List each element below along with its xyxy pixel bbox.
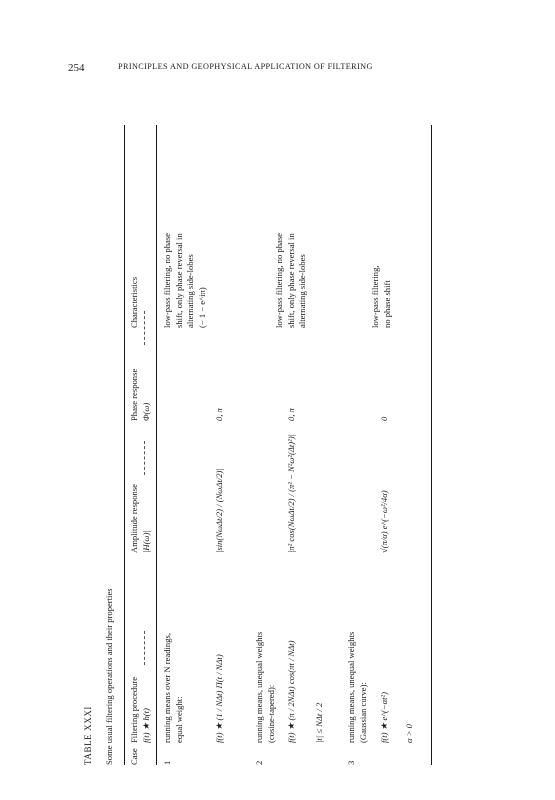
header-amplitude-label: Amplitude response (129, 484, 139, 553)
row-3-phase: 0 (379, 416, 389, 421)
table-subtitle: Some usual filtering operations and their properties (104, 588, 114, 765)
row-3-characteristics-line: no phase shift (381, 280, 392, 328)
row-1-amplitude: |sin(NωΔt/2) / (NωΔt/2)| (214, 468, 224, 553)
table-bottom-rule (431, 125, 432, 765)
table-title: TABLE XXXI (83, 705, 93, 765)
row-1-characteristics-line: shift, only phase reversal in (173, 233, 184, 328)
row-2-phase: 0, π (286, 408, 296, 421)
row-2-description (254, 632, 277, 743)
header-phase (129, 369, 152, 421)
row-1-characteristics-line: alternating side-lobes (185, 254, 196, 328)
row-1-case: 1 (162, 760, 172, 765)
header-procedure (129, 677, 152, 743)
header-characteristics: Characteristics (129, 276, 139, 328)
row-1-characteristics (162, 188, 208, 328)
page-header (62, 62, 442, 76)
rotated-table (74, 95, 434, 765)
row-1-phase: 0, π (214, 408, 224, 421)
row-2-description-line: running means, unequal weights (254, 631, 264, 743)
print-mark (144, 441, 149, 475)
row-3-condition: α > 0 (404, 724, 414, 743)
header-rule (156, 125, 157, 765)
row-3-formula: f(t) ★ e^(−αt²) (379, 692, 389, 743)
row-2-amplitude: |π² cos(NωΔt/2) / (π² − N²ω²(Δt)²)| (286, 434, 296, 553)
running-head: PRINCIPLES AND GEOPHYSICAL APPLICATION OF FILTERING (118, 62, 373, 71)
header-amplitude (129, 484, 152, 553)
print-mark (144, 631, 149, 665)
row-2-characteristics (274, 188, 309, 328)
row-1-description-line: running means over N readings, (162, 632, 172, 743)
row-1-description (162, 633, 185, 743)
row-2-description-line: (cosine-tapered): (265, 684, 276, 743)
row-3-description-line: running means, unequal weights (346, 631, 356, 743)
header-amplitude-sub: |H(ω)| (140, 530, 151, 553)
row-2-characteristics-line: low-pass filtering, no phase (274, 233, 284, 328)
header-phase-sub: Φ(ω) (140, 402, 151, 421)
row-3-characteristics (370, 188, 393, 328)
row-2-condition: |t| ≤ NΔt / 2 (314, 702, 324, 743)
row-3-characteristics-line: low-pass filtering, (370, 265, 380, 328)
row-3-description (346, 632, 369, 743)
row-2-characteristics-line: alternating side-lobes (297, 254, 308, 328)
row-2-characteristics-line: shift, only phase reversal in (285, 233, 296, 328)
row-1-description-line: equal weight: (173, 696, 184, 743)
row-1-characteristics-line: low-pass filtering, no phase (162, 233, 172, 328)
table-top-rule (124, 125, 125, 765)
row-2-formula: f(t) ★ (π / 2NΔt) cos(πt / NΔt) (286, 640, 296, 743)
print-mark (144, 311, 149, 345)
header-case: Case (129, 748, 139, 765)
header-procedure-label: Filtering procedure (129, 676, 139, 743)
row-3-amplitude: √(π/α) e^(−ω²/4α) (379, 490, 389, 553)
row-1-characteristics-line: (− 1 − e^iπ) (196, 287, 207, 328)
header-phase-label: Phase response (129, 368, 139, 421)
row-3-description-line: (Gaussian curve): (357, 682, 368, 743)
header-procedure-sub: f(t) ★ h(t) (140, 708, 151, 743)
page-number: 254 (68, 62, 85, 74)
row-2-case: 2 (254, 760, 264, 765)
row-1-formula: f(t) ★ (1 / NΔt) Π(t / NΔt) (214, 654, 224, 743)
row-3-case: 3 (346, 760, 356, 765)
